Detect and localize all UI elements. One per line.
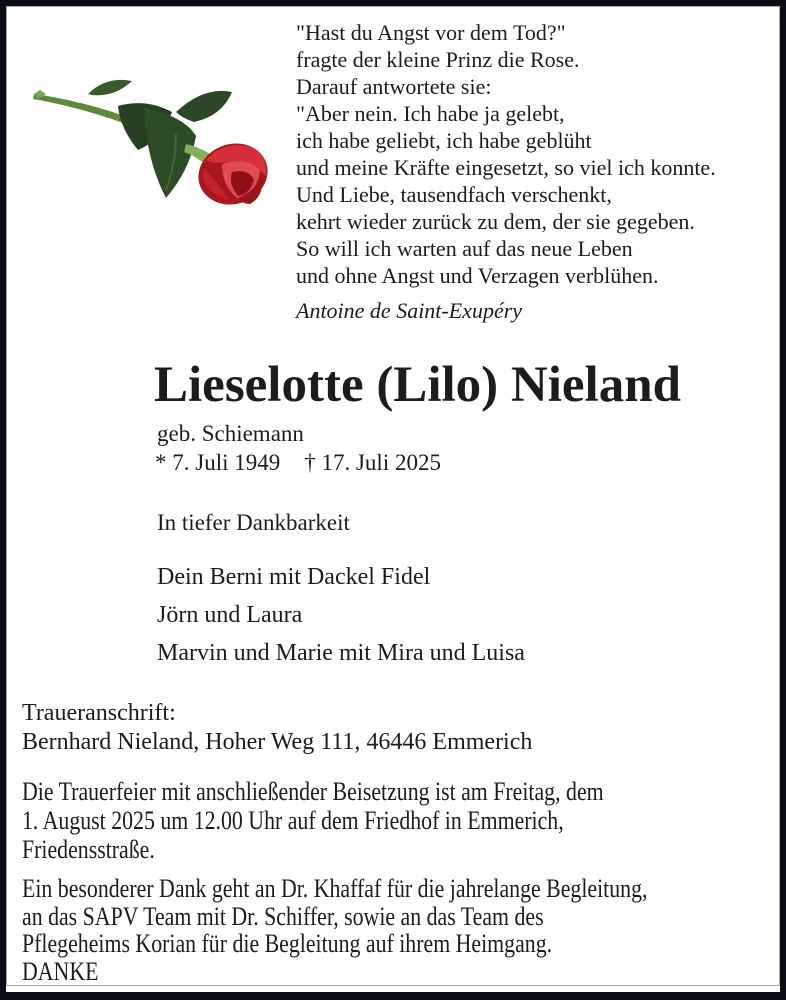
mourning-address-label: Traueranschrift: (22, 700, 176, 726)
quote-line: "Hast du Angst vor dem Tod?" (296, 20, 566, 45)
family-line: Dein Berni mit Dackel Fidel (157, 564, 431, 590)
quote-line: kehrt wieder zurück zu dem, der sie gegeben. (296, 209, 695, 234)
funeral-info-line: 1. August 2025 um 12.00 Uhr auf dem Friedhof in Emmerich, (22, 806, 564, 835)
quote-line: und ohne Angst und Verzagen verblühen. (296, 263, 659, 288)
quote-line: Darauf antwortete sie: (296, 74, 492, 99)
quote-author: Antoine de Saint-Exupéry (296, 298, 523, 323)
family-block (157, 558, 525, 672)
family-line: Jörn und Laura (157, 602, 303, 628)
rose-leaf-right (176, 91, 232, 122)
death-date: † 17. Juli 2025 (304, 450, 441, 475)
quote-line: und meine Kräfte eingesetzt, so viel ich konnte. (296, 155, 716, 180)
quote-line: Und Liebe, tausendfach verschenkt, (296, 182, 612, 207)
funeral-info-line: Friedensstraße. (22, 835, 155, 864)
rose-image (26, 64, 276, 212)
quote-block (296, 19, 716, 324)
maiden-name: geb. Schiemann (157, 421, 304, 446)
rose-bloom (190, 135, 275, 212)
funeral-info-line: Die Trauerfeier mit anschließender Beisetzung ist am Freitag, dem (22, 777, 604, 806)
quote-line: fragte der kleine Prinz die Rose. (296, 47, 580, 72)
gratitude-line: an das SAPV Team mit Dr. Schiffer, sowie an das Team des (22, 901, 544, 931)
mourning-address-block (22, 699, 532, 756)
quote-line: ich habe geliebt, ich habe geblüht (296, 128, 592, 153)
danke-line: DANKE (22, 956, 99, 986)
quote-line: "Aber nein. Ich habe ja gelebt, (296, 101, 565, 126)
family-line: Marvin und Marie mit Mira und Luisa (157, 640, 525, 666)
mourning-address-value: Bernhard Nieland, Hoher Weg 111, 46446 Emmerich (22, 728, 533, 755)
life-dates (155, 449, 441, 477)
quote-line: So will ich warten auf das neue Leben (296, 236, 633, 261)
gratitude-line: Ein besonderer Dank geht an Dr. Khaffaf für die jahrelange Begleitung, (22, 874, 648, 903)
rose-leaf-small (88, 80, 132, 95)
deceased-name: Lieselotte (Lilo) Nieland (154, 357, 681, 413)
gratitude-block (22, 875, 647, 985)
mourning-intro: In tiefer Dankbarkeit (157, 510, 350, 535)
birth-date: * 7. Juli 1949 (155, 450, 281, 475)
funeral-info-block (22, 777, 604, 864)
gratitude-line: Pflegeheims Korian für die Begleitung auf ihrem Heimgang. (22, 929, 553, 958)
